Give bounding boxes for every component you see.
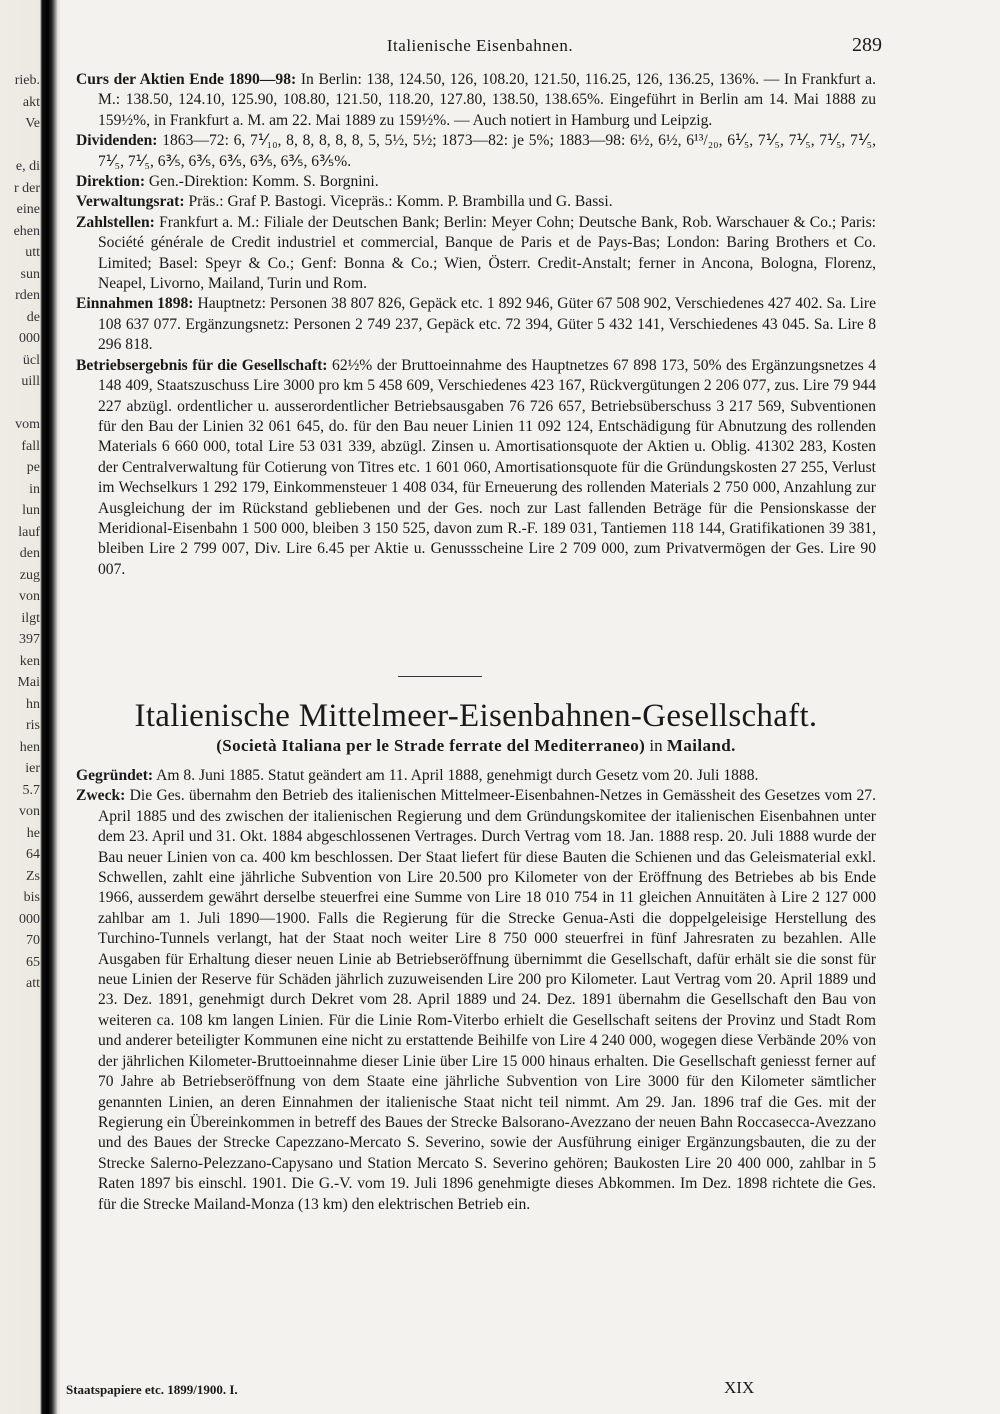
- page-header: [80, 36, 880, 60]
- fragment-line: ken: [19, 653, 40, 669]
- fragment-line: ilgt: [21, 610, 40, 626]
- entry-paragraph: [76, 70, 876, 131]
- fragment-line: sun: [20, 266, 40, 282]
- company-subtitle-in: in: [645, 736, 667, 755]
- fragment-line: ier: [25, 761, 40, 776]
- fragment-line: uill: [21, 374, 40, 389]
- entry-text: 1863—72: 6, 7⅟₁₀, 8, 8, 8, 8, 8, 5, 5½, 5½; 1873—82: je 5%; 1883—98: 6½, 6½, 6¹³/₂₀, 6⅟₅, 7⅟₅, 7⅟₅, 7⅟₅, 7⅟₅, 7⅟₅, 7⅟₅, 6⅗, 6⅗, 6⅗, 6⅗, 6⅗, 6⅗%.: [98, 132, 877, 170]
- entry-heading: Gegründet:: [76, 767, 154, 784]
- fragment-line: ücl: [22, 352, 40, 368]
- entry-text: 62½% der Bruttoeinnahme des Hauptnetzes 67 898 173, 50% des Ergänzungsnetzes 4 148 409, Staatszuschuss Lire 3000 pro km 5 458 609, Verschiedenes 423 167, Rückvergütungen 2 206 077, zus. Lire 79 944 227 abzügl. ordentlicher u. ausserordentlicher Betriebsausgaben 76 726 657, Betriebsüberschuss 3 217 569, Subventionen für den Bau der Linien 32 061 645, do. für den Bau neuer Linien 11 092 124, Entschädigung für Abnutzung des rollenden Materials 6 660 000, total Lire 53 031 339, abzügl. Zinsen u. Amortisationsquote der Aktien u. Oblig. 41302 283, Kosten der Centralverwaltung für Cotierung von Titres etc. 1 601 060, Amortisationsquote für die Gründungskosten 27 255, Verlust im Wechselkurs 1 292 179, Einkommensteuer 1 408 034, für Erneuerung des rollenden Materials 2 750 000, Anzahlung zur Ausgleichung der im Rückstand gebliebenen und der Ges. noch zur Last fallenden Beträge für die Pensionskasse der Meridional-Eisenbahn 1 500 000, bleiben 3 150 525, davon zum R.-F. 189 031, Tantiemen 118 144, Gratifikationen 39 381, bleiben Lire 2 799 007, Div. Lire 6.45 per Aktie u. Genussscheine Lire 2 709 000, zum Privatvermögen der Ges. Lire 90 007.: [98, 356, 876, 578]
- fragment-line: [0, 135, 40, 157]
- fragment-line: von: [19, 589, 40, 604]
- entry-paragraph: [76, 213, 876, 295]
- entry-text: Gen.-Direktion: Komm. S. Borgnini.: [148, 173, 379, 191]
- entry-paragraph: [76, 356, 876, 580]
- entries-top: [76, 70, 876, 580]
- entry-paragraph: [76, 192, 876, 212]
- entry-paragraph: [76, 766, 876, 786]
- company-italian-name: (Società Italiana per le Strade ferrate del Mediterraneo): [216, 736, 646, 755]
- footer-signature: XIX: [724, 1378, 755, 1397]
- fragment-line: Ve: [25, 116, 40, 131]
- fragment-line: 000: [19, 911, 40, 927]
- entry-heading: Einnahmen 1898:: [76, 295, 194, 313]
- entry-heading: Verwaltungsrat:: [76, 193, 185, 211]
- fragment-line: akt: [22, 94, 40, 110]
- fragment-line: den: [19, 546, 40, 561]
- entry-paragraph: [76, 131, 876, 172]
- company-title: Italienische Mittelmeer-Eisenbahnen-Gesellschaft.: [134, 698, 818, 734]
- entry-heading: Zweck:: [76, 787, 126, 805]
- fragment-line: Zs: [26, 868, 40, 884]
- fragment-line: Mai: [17, 675, 40, 690]
- entry-heading: Zahlstellen:: [76, 213, 155, 231]
- running-title: Italienische Eisenbahnen.: [386, 36, 574, 55]
- entry-paragraph: [76, 294, 876, 355]
- fragment-line: bis: [23, 890, 40, 905]
- fragment-line: 000: [19, 331, 40, 346]
- fragment-line: hn: [26, 696, 40, 712]
- entry-text: In Berlin: 138, 124.50, 126, 108.20, 121.50, 116.25, 126, 136.25, 136%. — In Frankfurt a. M.: 138.50, 124.10, 125.90, 108.80, 121.50, 118.20, 127.80, 138.50, 138.65%. Eingeführt in Berlin am 14. Mai 1888 zu 159½%, in Frankfurt a. M. am 22. Mai 1889 zu 159½%. — Auch notiert in Hamburg und Leipzig.: [98, 71, 876, 129]
- fragment-line: eine: [16, 202, 40, 217]
- fragment-line: [0, 393, 40, 415]
- fragment-line: rieb.: [14, 73, 40, 88]
- entry-text: Präs.: Graf P. Bastogi. Vicepräs.: Komm. P. Brambilla und G. Bassi.: [188, 193, 613, 211]
- fragment-line: rden: [15, 288, 40, 303]
- fragment-line: ehen: [13, 223, 40, 239]
- fragment-line: in: [29, 481, 40, 497]
- section-divider: [398, 676, 482, 677]
- fragment-line: von: [19, 804, 40, 819]
- entry-text: Frankfurt a. M.: Filiale der Deutschen Bank; Berlin: Meyer Cohn; Deutsche Bank, Rob. Warschauer & Co.; Paris: Société générale de Credit industriel et commercial, Banque de Paris et de Pays-Bas; London: Baring Brothers et Co. Limited; Basel: Speyr & Co.; Genf: Bonna & Co.; Wien, Österr. Credit-Anstalt; ferner in Ancona, Bologna, Florenz, Neapel, Livorno, Mailand, Turin und Rom.: [98, 213, 876, 293]
- fragment-line: pe: [26, 460, 40, 475]
- entry-paragraph: [76, 786, 876, 1215]
- fragment-line: att: [26, 976, 40, 991]
- fragment-line: lun: [22, 503, 40, 518]
- fragment-line: ris: [26, 718, 40, 733]
- footer-source: Staatspapiere etc. 1899/1900. I.: [66, 1382, 238, 1397]
- fragment-line: hen: [19, 739, 40, 755]
- fragment-line: vom: [15, 417, 40, 432]
- fragment-line: lauf: [18, 524, 40, 540]
- entry-heading: Dividenden:: [76, 132, 158, 150]
- company-city: Mailand.: [666, 736, 736, 755]
- entry-heading: Betriebsergebnis für die Gesellschaft:: [76, 356, 328, 374]
- fragment-line: zug: [19, 567, 40, 583]
- fragment-line: 64: [26, 847, 40, 862]
- previous-page-fragments: [0, 70, 40, 995]
- fragment-line: 70: [26, 933, 40, 948]
- fragment-line: 5.7: [22, 782, 40, 798]
- entry-paragraph: [76, 172, 876, 192]
- fragment-line: e, di: [15, 159, 40, 174]
- fragment-line: utt: [25, 245, 40, 260]
- fragment-line: 397: [19, 632, 40, 647]
- entry-text: Hauptnetz: Personen 38 807 826, Gepäck etc. 1 892 946, Güter 67 508 902, Verschiedenes 427 402. Sa. Lire 108 637 077. Ergänzungsnetz: Personen 2 749 237, Gepäck etc. 72 394, Güter 5 432 141, Verschiedenes 43 045. Sa. Lire 8 296 818.: [98, 295, 876, 354]
- fragment-line: de: [26, 309, 40, 325]
- entry-heading: Direktion:: [76, 173, 146, 191]
- fragment-line: r der: [13, 180, 40, 196]
- entry-text: Die Ges. übernahm den Betrieb des italienischen Mittelmeer-Eisenbahnen-Netzes in Gemässheit des Gesetzes vom 27. April 1885 und des zwischen der italienischen Regierung und dem Gründungskomitee der italienischen Eisenbahnen unter dem 23. April und 31. Okt. 1884 abgeschlossenen Vertrages. Durch Vertrag vom 18. Jan. 1888 resp. 20. Juli 1888 wurde der Bau neuer Linien von ca. 400 km beschlossen. Der Staat liefert für diese Bauten die Schienen und das Geleismaterial exkl. Schwellen, zahlt eine jährliche Subvention von Lire 20.500 pro Kilometer von der Eröffnung des Betriebes ab bis Ende 1966, ausserdem gewährt derselbe steuerfrei eine Summe von Lire 18 010 754 in 11 gleichen Annuitäten à Lire 2 127 000 zahlbar am 1. Juli 1890—1900. Falls die Regierung für die Strecke Genua-Asti die doppelgeleisige Herstellung des Turchino-Tunnels verlangt, hat der Staat noch weiter Lire 8 750 000 steuerfrei in fünf Jahresraten zu bezahlen. Alle Ausgaben für Erhaltung dieser neuen Linie ab Betriebseröffnung übernimmt die Gesellschaft, dafür erhält sie die sonst für neue Linien der Reserve für Schäden jährlich zuzuweisenden Lire 200 pro Kilometer. Laut Vertrag vom 20. April 1889 und 23. Dez. 1891, genehmigt durch Dekret vom 28. April 1889 und 24. Dez. 1891 übernahm die Gesellschaft den Bau von weiteren ca. 108 km langen Linien. Für die Linie Rom-Viterbo erhielt die Gesellschaft seitens der Provinz und Stadt Rom und anderer beteiligter Kommunen eine nicht zu erstattende Beihilfe von Lire 4 240 000, wogegen diese Verbände 20% von der jährlichen Kilometer-Bruttoeinnahme dieser Linie über Lire 15 000 hinaus erhalten. Die Gesellschaft geniesst ferner auf 70 Jahre ab Betriebseröffnung von dem Staate eine jährliche Subvention von Lire 3000 für den Kilometer sämtlicher genannten Linien, an deren Einnahmen der italienische Staat nicht teil nimmt. Am 29. Jan. 1896 traf die Ges. mit der Regierung ein Übereinkommen in betreff des Baues der Strecke Balsorano-Avezzano der neuen Bahn Roccasecca-Avezzano und des Baues der Strecke Capezzano-Mercato S. Severino, sowie der Ausführung einiger Ergänzungsbauten, die zu der Strecke Salerno-Pelezzano-Capysano und Station Mercato S. Severino gehören; Baukosten Lire 20 400 000, zahlbar in 5 Raten 1897 bis einschl. 1901. Die G.-V. vom 19. Juli 1896 genehmigte dieses Abkommen. Im Dez. 1898 richtete die Ges. für die Strecke Mailand-Monza (13 km) den elektrischen Betrieb ein.: [98, 787, 876, 1213]
- entry-text: Am 8. Juni 1885. Statut geändert am 11. April 1888, genehmigt durch Gesetz vom 20. Juli 1888.: [156, 767, 759, 784]
- company-subtitle: [76, 736, 876, 756]
- entries-bottom: [76, 766, 876, 1215]
- entry-heading: Curs der Aktien Ende 1890—98:: [76, 71, 297, 88]
- fragment-line: he: [26, 825, 40, 841]
- fragment-line: 65: [26, 954, 40, 970]
- fragment-line: fall: [21, 438, 40, 454]
- page-number: 289: [852, 34, 882, 56]
